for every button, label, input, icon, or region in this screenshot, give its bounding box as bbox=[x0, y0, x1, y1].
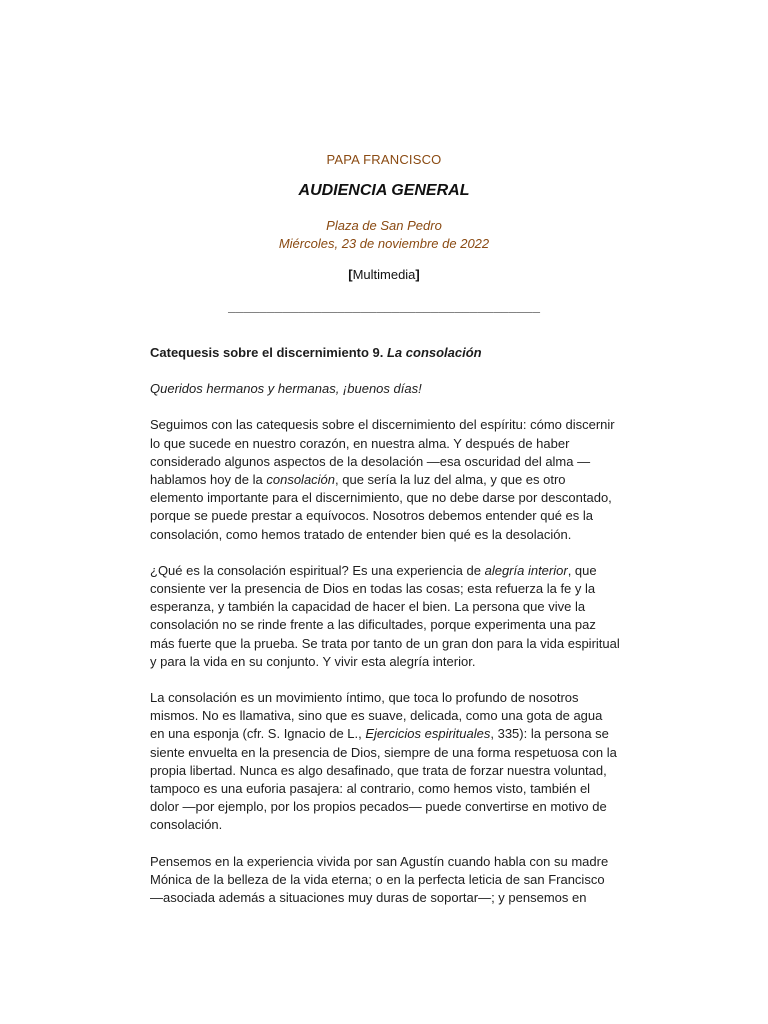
subtitle-italic: La consolación bbox=[386, 345, 482, 360]
paragraph-3-text-a: La consolación es un movimiento íntimo, que toca lo profundo de nosotros mismos. No es llamativa, sino que es suave, delicada, como una gota de agua en una esponja (cfr. S. Ignacio de L., bbox=[150, 690, 603, 742]
catechesis-subtitle bbox=[150, 344, 620, 362]
paragraph-1 bbox=[150, 416, 620, 543]
paragraph-2-emphasis: alegría interior bbox=[484, 562, 568, 578]
paragraph-3-text-b: , 335): la persona se siente envuelta en la presencia de Dios, siempre de una forma respetuosa con la propia libertad. Nunca es algo desafinado, que trata de forzar nuestra voluntad, tampoco es una euforia pasajera: al contrario, como hemos visto, también el dolor —por ejemplo, por los propios pecados— puede convertirse en motivo de consolación. bbox=[150, 726, 617, 833]
paragraph-2-text-b: , que consiente ver la presencia de Dios en todas las cosas; esta refuerza la fe y la esperanza, y también la capacidad de hacer el bien. La persona que vive la consolación no se rinde frente a las dificultades, porque experimenta una paz más fuerte que la prueba. Se trata por tanto de un gran don para la vida espiritual y para la vida en su conjunto. Y vivir esta alegría interior. bbox=[150, 562, 620, 669]
author-kicker: PAPA FRANCISCO bbox=[326, 152, 442, 167]
paragraph-4: Pensemos en la experiencia vivida por san Agustín cuando habla con su madre Mónica de la belleza de la vida eterna; o en la perfecta leticia de san Francisco —asociada además a situaciones muy duras de soportar—; y pensemos en bbox=[150, 853, 609, 906]
subtitle-prefix: Catequesis sobre el discernimiento 9. bbox=[150, 345, 387, 360]
section-divider: ________________________________________ bbox=[227, 300, 541, 315]
event-date: Miércoles, 23 de noviembre de 2022 bbox=[278, 236, 490, 251]
multimedia-link[interactable] bbox=[0, 267, 768, 282]
paragraph-3-emphasis: Ejercicios espirituales bbox=[365, 726, 491, 742]
paragraph-3 bbox=[150, 689, 620, 835]
paragraph-2 bbox=[150, 562, 620, 671]
greeting-paragraph: Queridos hermanos y hermanas, ¡buenos días! bbox=[150, 381, 422, 397]
paragraph-1-text-a: Seguimos con las catequesis sobre el discernimiento del espíritu: cómo discernir lo que sucede en nuestro corazón, en nuestra alma. Y después de haber considerado algunos aspectos de la desolación —esa oscuridad del alma — hablamos hoy de la bbox=[150, 417, 615, 488]
event-place: Plaza de San Pedro bbox=[326, 218, 442, 233]
multimedia-close-bracket: ] bbox=[415, 267, 420, 282]
paragraph-2-text-a: ¿Qué es la consolación espiritual? Es una experiencia de bbox=[150, 562, 485, 578]
multimedia-open-bracket: [ bbox=[348, 267, 353, 282]
page-title: AUDIENCIA GENERAL bbox=[298, 182, 470, 199]
paragraph-1-emphasis: consolación bbox=[266, 472, 336, 488]
article-body bbox=[150, 344, 620, 925]
multimedia-label[interactable]: Multimedia bbox=[352, 267, 416, 282]
paragraph-1-text-b: , que sería la luz del alma, y que es otro elemento importante para el discernimiento, que no debe darse por descontado, porque se puede prestar a equívocos. Nosotros debemos entender qué es la consolación, como hemos tratado de entender bien qué es la desolación. bbox=[150, 472, 612, 542]
